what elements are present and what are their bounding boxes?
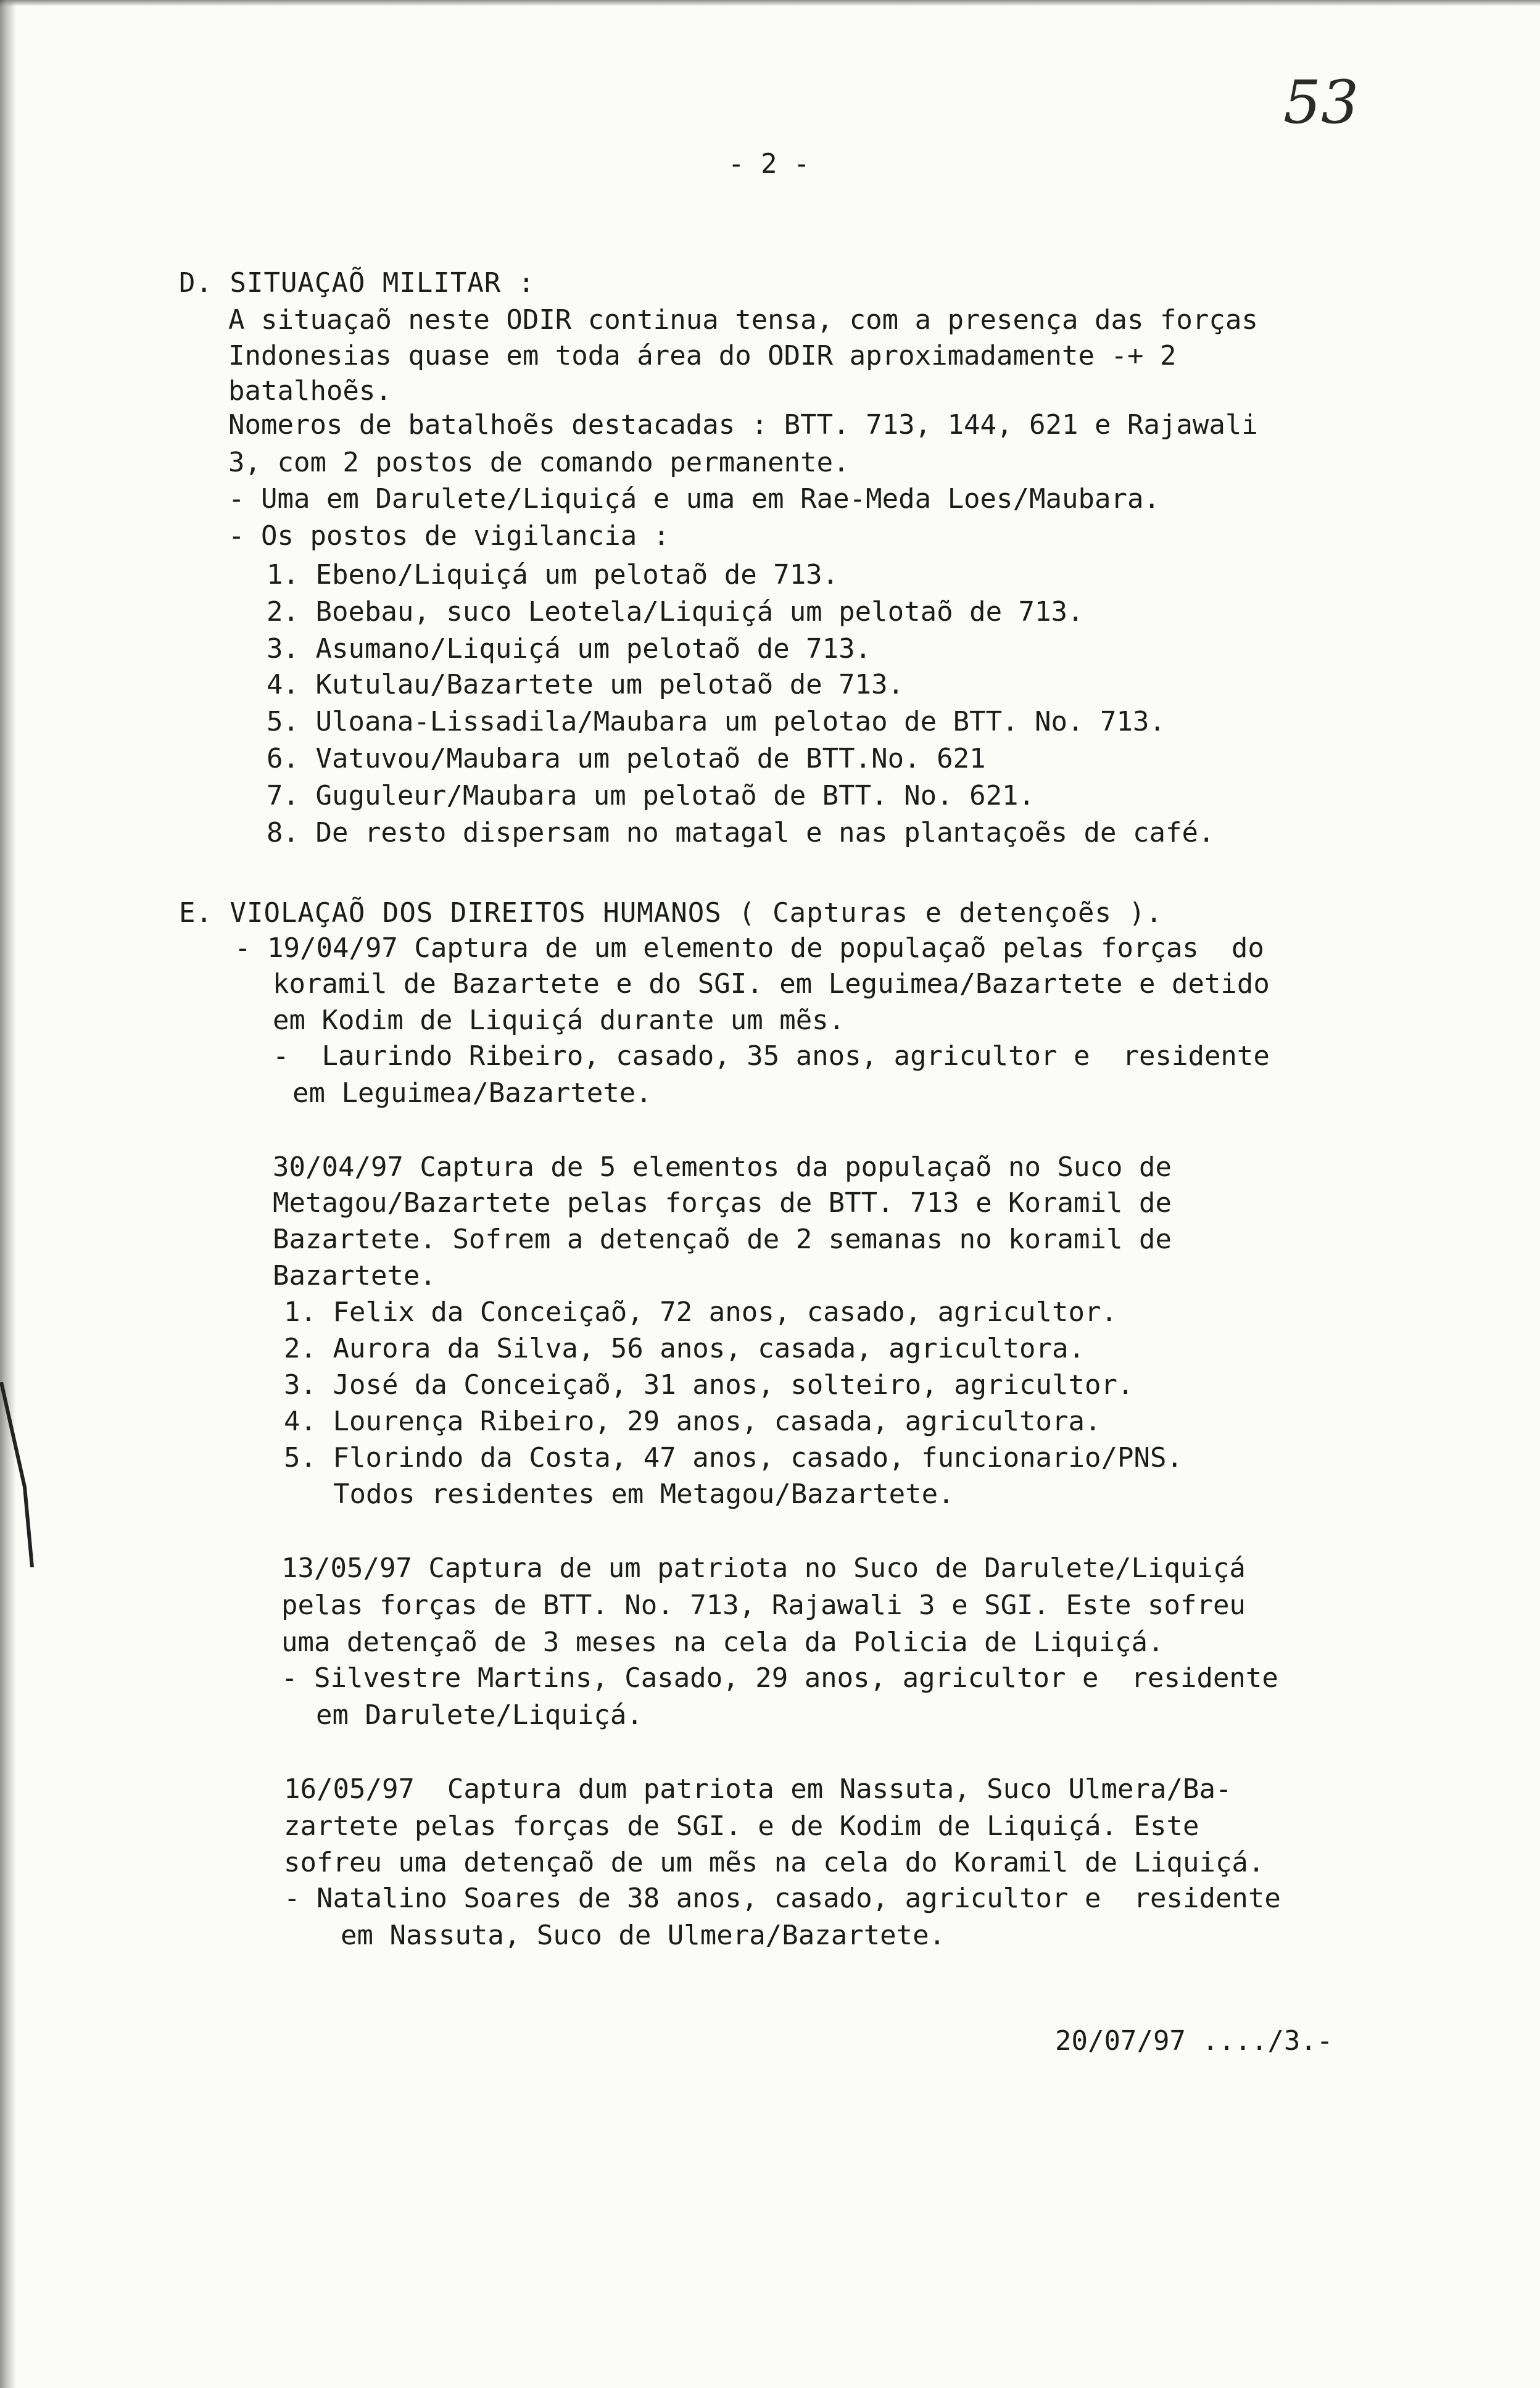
section-d-line: batalhoẽs. [228, 375, 392, 407]
entry4-line: em Nassuta, Suco de Ulmera/Bazartete. [341, 1920, 946, 1951]
entry2-person: 1. Felix da Conceiçaõ, 72 anos, casado, agricultor. [284, 1296, 1118, 1328]
section-d-line: A situaçaõ neste ODIR continua tensa, com a presença das forças [228, 304, 1258, 336]
entry3-line: 13/05/97 Captura de um patriota no Suco de Darulete/Liquiçá [281, 1553, 1246, 1584]
entry2-line: Bazartete. Sofrem a detençaõ de 2 semanas no koramil de [273, 1224, 1172, 1255]
entry2-line: Metagou/Bazartete pelas forças de BTT. 713 e Koramil de [273, 1187, 1172, 1219]
entry1-line: em Kodim de Liquiçá durante um mẽs. [273, 1005, 845, 1036]
footer-date-continuation: 20/07/97 ..../3.- [1055, 2025, 1333, 2057]
scan-edge-left [0, 0, 16, 2388]
entry2-person: 2. Aurora da Silva, 56 anos, casada, agricultora. [284, 1333, 1085, 1364]
entry1-line: em Leguimea/Bazartete. [292, 1077, 652, 1109]
post-list-item: 6. Vatuvou/Maubara um pelotaõ de BTT.No. 621 [267, 743, 986, 774]
entry3-line: em Darulete/Liquiçá. [316, 1699, 643, 1731]
margin-mark-icon [0, 1382, 37, 1567]
entry2-line: 30/04/97 Captura de 5 elementos da populaçaõ no Suco de [273, 1151, 1172, 1183]
post-list-item: 5. Uloana-Lissadila/Maubara um pelotao de BTT. No. 713. [267, 706, 1165, 737]
post-list-item: 1. Ebeno/Liquiçá um pelotaõ de 713. [267, 559, 839, 591]
post-list-item: 2. Boebau, suco Leotela/Liquiçá um pelotaõ de 713. [267, 596, 1084, 628]
entry2-person: 5. Florindo da Costa, 47 anos, casado, funcionario/PNS. [284, 1442, 1183, 1474]
post-list-item: 8. De resto dispersam no matagal e nas plantaçoẽs de café. [267, 817, 1215, 848]
section-d-line: - Uma em Darulete/Liquiçá e uma em Rae-Meda Loes/Maubara. [228, 483, 1160, 515]
entry1-line: koramil de Bazartete e do SGI. em Leguimea/Bazartete e detido [273, 968, 1270, 1000]
entry4-line: zartete pelas forças de SGI. e de Kodim de Liquiçá. Este [284, 1810, 1199, 1842]
entry2-line: Todos residentes em Metagou/Bazartete. [333, 1478, 954, 1510]
section-d-line: Indonesias quase em toda área do ODIR aproximadamente -+ 2 [228, 340, 1177, 371]
entry4-line: 16/05/97 Captura dum patriota em Nassuta, Suco Ulmera/Ba- [284, 1773, 1232, 1805]
entry1-line: - Laurindo Ribeiro, casado, 35 anos, agricultor e residente [273, 1040, 1270, 1072]
entry2-person: 3. José da Conceiçaõ, 31 anos, solteiro, agricultor. [284, 1369, 1134, 1401]
post-list-item: 4. Kutulau/Bazartete um pelotaõ de 713. [267, 669, 905, 700]
handwritten-page-number: 53 [1283, 68, 1359, 137]
section-e-heading: E. VIOLAÇAÕ DOS DIREITOS HUMANOS ( Capturas e detençoẽs ). [179, 897, 1163, 929]
scan-edge-top [0, 0, 1540, 6]
entry3-line: pelas forças de BTT. No. 713, Rajawali 3 e SGI. Este sofreu [281, 1590, 1246, 1621]
entry2-line: Bazartete. [273, 1260, 436, 1291]
page-number: - 2 - [728, 148, 810, 180]
section-d-heading: D. SITUAÇAÕ MILITAR : [179, 267, 536, 299]
section-d-line: 3, com 2 postos de comando permanente. [228, 447, 850, 478]
entry2-person: 4. Lourença Ribeiro, 29 anos, casada, agricultora. [284, 1406, 1101, 1437]
entry1-line: - 19/04/97 Captura de um elemento de populaçaõ pelas forças do [234, 932, 1264, 964]
entry3-line: uma detençaõ de 3 meses na cela da Policia de Liquiçá. [281, 1627, 1164, 1658]
section-d-line: Nomeros de batalhoẽs destacadas : BTT. 713, 144, 621 e Rajawali [228, 409, 1258, 441]
post-list-item: 3. Asumano/Liquiçá um pelotaõ de 713. [267, 633, 872, 665]
entry3-line: - Silvestre Martins, Casado, 29 anos, agricultor e residente [281, 1662, 1278, 1694]
section-d-line: - Os postos de vigilancia : [228, 520, 670, 552]
post-list-item: 7. Guguleur/Maubara um pelotaõ de BTT. No. 621. [267, 780, 1035, 811]
entry4-line: sofreu uma detençaõ de um mẽs na cela do Koramil de Liquiçá. [284, 1847, 1265, 1878]
entry4-line: - Natalino Soares de 38 anos, casado, agricultor e residente [284, 1883, 1281, 1914]
